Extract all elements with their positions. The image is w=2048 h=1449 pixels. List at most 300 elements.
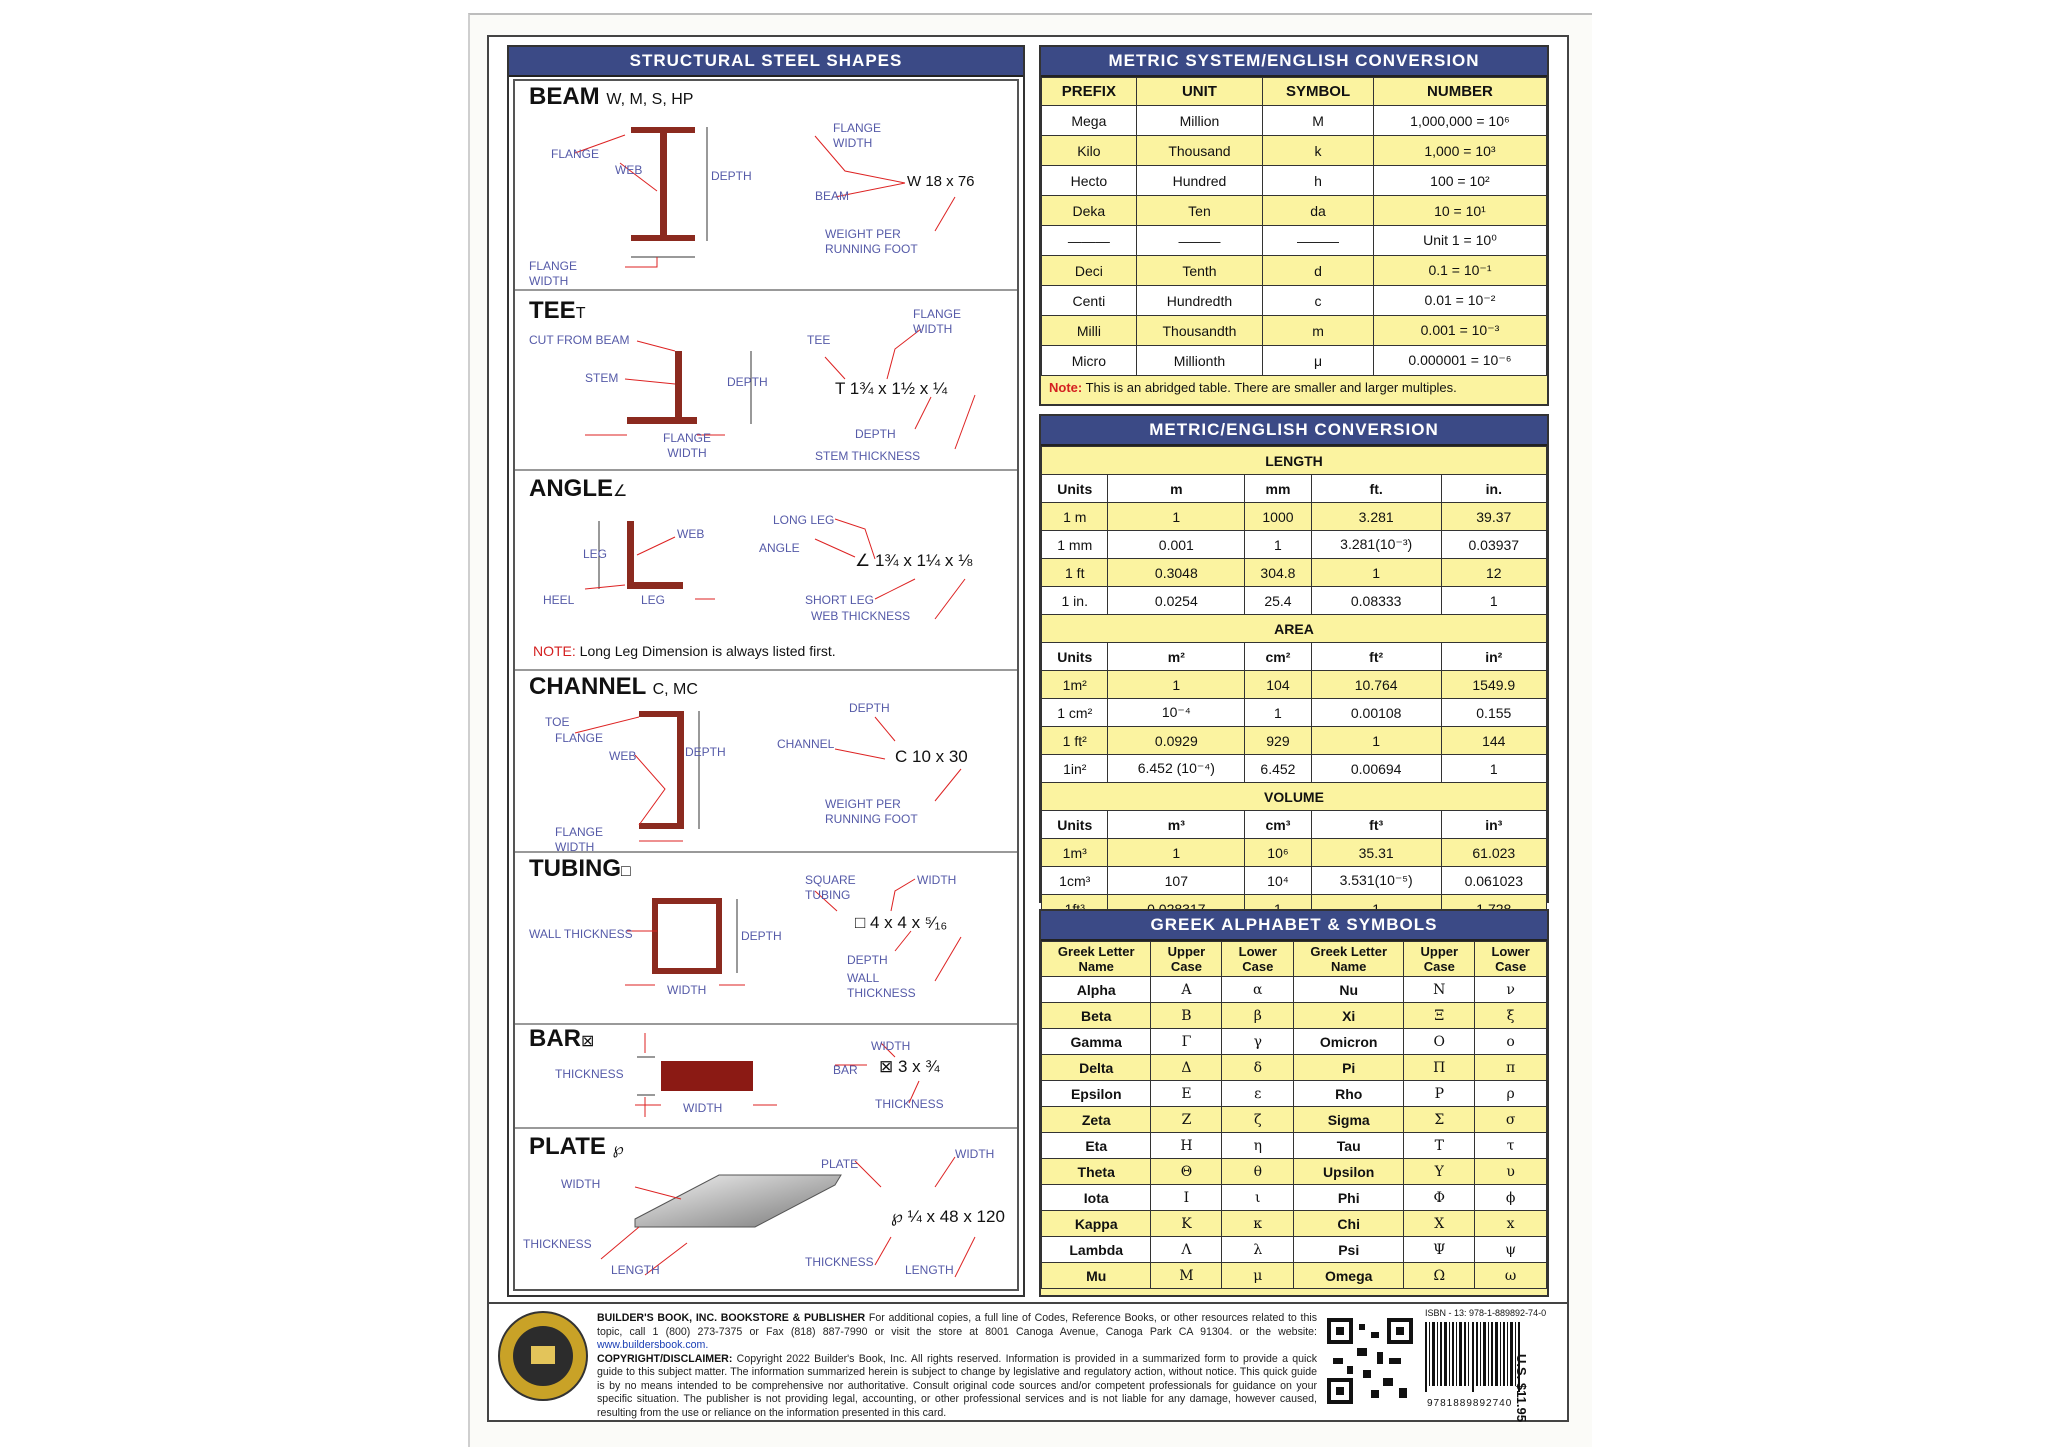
greek-cell: Υ [1404, 1159, 1475, 1185]
metric-cell: 1,000,000 = 10⁶ [1373, 106, 1546, 136]
metric-cell: M [1263, 106, 1374, 136]
bar-label-width: WIDTH [683, 1101, 723, 1115]
metric-row [1042, 256, 1547, 286]
greek-cell: Psi [1294, 1237, 1404, 1263]
area-cell: 6.452 [1245, 755, 1312, 783]
volume-cell: 1cm³ [1042, 867, 1108, 895]
metric-cell: Unit 1 = 10⁰ [1373, 226, 1546, 256]
greek-cell: Epsilon [1042, 1081, 1151, 1107]
greek-cell: η [1222, 1133, 1294, 1159]
greek-cell: θ [1222, 1159, 1294, 1185]
beam-label-depth: DEPTH [711, 169, 752, 183]
greek-row [1042, 1133, 1547, 1159]
greek-row [1042, 1107, 1547, 1133]
angle-note: NOTE: Long Leg Dimension is always listed first. [533, 643, 836, 659]
length-cell: 1 [1108, 503, 1245, 531]
length-section-label: LENGTH [1042, 447, 1547, 475]
metric-prefix-table: PREFIX UNIT SYMBOL NUMBER Mega Million M 1,000,000 = 10⁶ Kilo Thousand k 1,000 = 10³ Hecto Hundred h 100 = 10² Deka Ten da 10 = 10¹ ——— ——— ——— Unit 1 = 10⁰ Deci Tenth d 0.1 = 10⁻¹ Centi Hundredth c 0.01 = 10⁻² Milli Thousandth m 0.001 = 10⁻³ Micro Millionth μ 0.000001 = 10⁻⁶ [1041, 77, 1547, 376]
metric-cell: Kilo [1042, 136, 1137, 166]
greek-cell: Θ [1151, 1159, 1222, 1185]
greek-cell: λ [1222, 1237, 1294, 1263]
greek-cell: Ω [1404, 1263, 1475, 1289]
tubing-label-depth: DEPTH [741, 929, 782, 943]
greek-cell: Ρ [1404, 1081, 1475, 1107]
metric-row [1042, 166, 1547, 196]
greek-cell: Sigma [1294, 1107, 1404, 1133]
volume-cell: 10⁶ [1245, 839, 1312, 867]
greek-cell: ε [1222, 1081, 1294, 1107]
greek-header: Upper Case [1151, 942, 1222, 977]
greek-cell: ο [1475, 1029, 1547, 1055]
greek-cell: ϕ [1475, 1185, 1547, 1211]
metric-cell: 100 = 10² [1373, 166, 1546, 196]
area-cell: 0.155 [1441, 699, 1546, 727]
area-cell: 1 [1108, 671, 1245, 699]
greek-table [1041, 941, 1547, 1289]
metric-cell: ——— [1136, 226, 1262, 256]
area-cell: 929 [1245, 727, 1312, 755]
greek-row [1042, 1237, 1547, 1263]
metric-system-panel [1039, 45, 1549, 406]
greek-cell: Tau [1294, 1133, 1404, 1159]
greek-cell: Ο [1404, 1029, 1475, 1055]
bar-spec-width: WIDTH [871, 1039, 911, 1053]
bar-section [515, 1023, 1017, 1129]
greek-cell: υ [1475, 1159, 1547, 1185]
metric-cell: Thousand [1136, 136, 1262, 166]
area-cell: 1 [1245, 699, 1312, 727]
plate-spec: ℘ ¼ x 48 x 120 [891, 1207, 1005, 1226]
length-row [1042, 587, 1547, 615]
metric-system-title: METRIC SYSTEM/ENGLISH CONVERSION [1041, 47, 1547, 77]
volume-section-label: VOLUME [1042, 783, 1547, 811]
greek-header: Lower Case [1222, 942, 1294, 977]
tee-title: TEET [529, 297, 586, 324]
conversion-panel [1039, 414, 1549, 903]
metric-cell: Hundredth [1136, 286, 1262, 316]
metric-row [1042, 316, 1547, 346]
area-section-label: AREA [1042, 615, 1547, 643]
greek-cell: Ζ [1151, 1107, 1222, 1133]
angle-spec-angle: ANGLE [759, 541, 800, 555]
footer-text: BUILDER'S BOOK, INC. BOOKSTORE & PUBLISHER For additional copies, a full line of Codes, Reference Books, or other resources related to this topic, call 1 (800) 273-7375 or Fax (818) 887-7990 or visit the store at 8001 Canoga Avenue, Canoga Park CA 91304. or the website: www.buildersbook.com. COPYRIGHT/DISCLAIMER: Copyright 2022 Builder's Book, Inc. All rights reserved. Information is provided in a summarized form to provide a quick guide to this subject matter. The information summarized herein is subject to change by legislative and regulatory action, without notice. This quick guide is by no means intended to be comprehensive nor authoritative. Consult original code sources and/or competent professionals for guidance on your specific situation. The publisher is not providing legal, accounting, or other professional services and is not liable for any damage, however caused, resulting from the use or reliance on the information presented in this card. [597, 1312, 1317, 1419]
channel-spec-depth: DEPTH [849, 701, 890, 715]
greek-cell: Ν [1404, 977, 1475, 1003]
greek-cell: Phi [1294, 1185, 1404, 1211]
length-cell: 25.4 [1245, 587, 1312, 615]
length-cell: 0.3048 [1108, 559, 1245, 587]
area-cell: 1 [1441, 755, 1546, 783]
angle-title: ANGLE∠ [529, 475, 628, 502]
greek-row [1042, 1029, 1547, 1055]
greek-cell: τ [1475, 1133, 1547, 1159]
metric-cell: 10 = 10¹ [1373, 196, 1546, 226]
greek-cell: Φ [1404, 1185, 1475, 1211]
channel-label-flange-width: FLANGE WIDTH [555, 825, 604, 854]
metric-row [1042, 346, 1547, 376]
length-cell: 1 [1245, 531, 1312, 559]
length-cell: 3.281 [1311, 503, 1441, 531]
barcode-number: 9781889892740 [1427, 1398, 1513, 1409]
conversion-title: METRIC/ENGLISH CONVERSION [1041, 416, 1547, 446]
tubing-title: TUBING□ [529, 855, 631, 882]
angle-section [515, 469, 1017, 671]
metric-row [1042, 136, 1547, 166]
tee-spec-depth: DEPTH [855, 427, 896, 441]
area-cell: 1 ft² [1042, 727, 1108, 755]
area-cell: 6.452 (10⁻⁴) [1108, 755, 1245, 783]
length-cell: 0.08333 [1311, 587, 1441, 615]
metric-cell: Deci [1042, 256, 1137, 286]
isbn: ISBN - 13: 978-1-889892-74-0 [1425, 1308, 1547, 1318]
area-header: in² [1441, 643, 1546, 671]
metric-row [1042, 196, 1547, 226]
channel-section [515, 669, 1017, 853]
qr-code-icon [1327, 1318, 1413, 1404]
plate-title: PLATE ℘ [529, 1133, 624, 1160]
greek-title: GREEK ALPHABET & SYMBOLS [1041, 911, 1547, 941]
metric-cell: c [1263, 286, 1374, 316]
greek-cell: Η [1151, 1133, 1222, 1159]
area-header: ft² [1311, 643, 1441, 671]
greek-cell: Δ [1151, 1055, 1222, 1081]
greek-row [1042, 1003, 1547, 1029]
beam-title: BEAM W, M, S, HP [529, 83, 694, 110]
angle-label-leg-2: LEG [641, 593, 666, 607]
metric-cell: Millionth [1136, 346, 1262, 376]
greek-cell: Eta [1042, 1133, 1151, 1159]
greek-cell: κ [1222, 1211, 1294, 1237]
volume-header: cm³ [1245, 811, 1312, 839]
conversion-table [1041, 446, 1547, 923]
greek-cell: ζ [1222, 1107, 1294, 1133]
greek-row [1042, 1055, 1547, 1081]
area-cell: 0.00694 [1311, 755, 1441, 783]
metric-cell: k [1263, 136, 1374, 166]
length-header: ft. [1311, 475, 1441, 503]
greek-cell: γ [1222, 1029, 1294, 1055]
length-cell: 1000 [1245, 503, 1312, 531]
area-header: cm² [1245, 643, 1312, 671]
steel-shapes-title: STRUCTURAL STEEL SHAPES [509, 47, 1023, 77]
volume-cell: 107 [1108, 867, 1245, 895]
area-cell: 10⁻⁴ [1108, 699, 1245, 727]
greek-cell: ψ [1475, 1237, 1547, 1263]
greek-cell: Ε [1151, 1081, 1222, 1107]
plate-spec-width: WIDTH [955, 1147, 995, 1161]
greek-cell: π [1475, 1055, 1547, 1081]
greek-row [1042, 1159, 1547, 1185]
angle-spec-web-thickness: WEB THICKNESS [811, 609, 911, 623]
area-cell: 1 cm² [1042, 699, 1108, 727]
length-cell: 1 mm [1042, 531, 1108, 559]
area-row [1042, 727, 1547, 755]
length-cell: 1 m [1042, 503, 1108, 531]
plate-spec-thickness: THICKNESS [805, 1255, 874, 1269]
area-cell: 1 [1311, 727, 1441, 755]
area-cell: 104 [1245, 671, 1312, 699]
tubing-spec: □ 4 x 4 x ⁵⁄₁₆ [855, 913, 948, 932]
metric-row [1042, 106, 1547, 136]
tubing-label-wall: WALL THICKNESS [529, 927, 633, 941]
tubing-spec-depth: DEPTH [847, 953, 888, 967]
volume-row [1042, 867, 1547, 895]
area-cell: 0.00108 [1311, 699, 1441, 727]
greek-cell: Ι [1151, 1185, 1222, 1211]
greek-cell: Ξ [1404, 1003, 1475, 1029]
greek-cell: ξ [1475, 1003, 1547, 1029]
price: U.S. $11.95 [1514, 1354, 1529, 1422]
bar-spec-bar: BAR [833, 1063, 858, 1077]
angle-spec: ∠ 1¾ x 1¼ x ⅛ [855, 551, 973, 570]
length-cell: 304.8 [1245, 559, 1312, 587]
area-cell: 10.764 [1311, 671, 1441, 699]
area-cell: 1in² [1042, 755, 1108, 783]
greek-cell: Χ [1404, 1211, 1475, 1237]
tubing-label-width: WIDTH [667, 983, 707, 997]
greek-row [1042, 1081, 1547, 1107]
channel-label-toe: TOE [545, 715, 570, 729]
metric-cell: Centi [1042, 286, 1137, 316]
volume-header: Units [1042, 811, 1108, 839]
greek-cell: Omega [1294, 1263, 1404, 1289]
length-cell: 0.0254 [1108, 587, 1245, 615]
metric-note: Note: This is an abridged table. There are smaller and larger multiples. [1049, 380, 1457, 395]
greek-cell: Κ [1151, 1211, 1222, 1237]
area-cell: 0.0929 [1108, 727, 1245, 755]
greek-cell: δ [1222, 1055, 1294, 1081]
bar-title: BAR⊠ [529, 1025, 595, 1052]
angle-label-heel: HEEL [543, 593, 575, 607]
tubing-spec-width: WIDTH [917, 873, 957, 887]
metric-cell: ——— [1263, 226, 1374, 256]
angle-label-web: WEB [677, 527, 705, 541]
channel-spec-weight: WEIGHT PER RUNNING FOOT [825, 797, 918, 826]
metric-cell: Micro [1042, 346, 1137, 376]
greek-cell: ρ [1475, 1081, 1547, 1107]
volume-row [1042, 839, 1547, 867]
beam-spec-flange-width: FLANGE WIDTH [833, 121, 882, 150]
greek-cell: Theta [1042, 1159, 1151, 1185]
greek-cell: Alpha [1042, 977, 1151, 1003]
metric-row [1042, 286, 1547, 316]
length-row [1042, 559, 1547, 587]
angle-spec-short-leg: SHORT LEG [805, 593, 874, 607]
greek-cell: Pi [1294, 1055, 1404, 1081]
area-row [1042, 755, 1547, 783]
channel-spec: C 10 x 30 [895, 747, 968, 766]
greek-cell: Chi [1294, 1211, 1404, 1237]
tee-spec-stem-thickness: STEM THICKNESS [815, 449, 921, 463]
area-row [1042, 671, 1547, 699]
tee-label-flange-width: FLANGE WIDTH [662, 431, 711, 460]
greek-cell: ω [1475, 1263, 1547, 1289]
tubing-spec-wall: WALL THICKNESS [847, 971, 916, 1000]
greek-cell: Delta [1042, 1055, 1151, 1081]
length-cell: 39.37 [1441, 503, 1546, 531]
beam-label-flange: FLANGE [551, 147, 600, 161]
metric-cell: Thousandth [1136, 316, 1262, 346]
greek-cell: Σ [1404, 1107, 1475, 1133]
metric-cell: Tenth [1136, 256, 1262, 286]
greek-panel [1039, 909, 1549, 1297]
metric-cell: da [1263, 196, 1374, 226]
length-header: m [1108, 475, 1245, 503]
tubing-spec-square: SQUARE TUBING [805, 873, 856, 902]
bar-label-thickness: THICKNESS [555, 1067, 624, 1081]
metric-cell: 0.01 = 10⁻² [1373, 286, 1546, 316]
greek-header: Greek Letter Name [1042, 942, 1151, 977]
volume-cell: 1m³ [1042, 839, 1108, 867]
greek-cell: Λ [1151, 1237, 1222, 1263]
metric-cell: Million [1136, 106, 1262, 136]
volume-cell: 0.061023 [1441, 867, 1546, 895]
greek-cell: Gamma [1042, 1029, 1151, 1055]
area-row [1042, 699, 1547, 727]
volume-header: m³ [1108, 811, 1245, 839]
length-header: mm [1245, 475, 1312, 503]
beam-section [515, 81, 1017, 291]
metric-cell: Deka [1042, 196, 1137, 226]
length-cell: 0.03937 [1441, 531, 1546, 559]
volume-cell: 1 [1108, 839, 1245, 867]
beam-label-web: WEB [615, 163, 643, 177]
metric-cell: 0.000001 = 10⁻⁶ [1373, 346, 1546, 376]
volume-header: ft³ [1311, 811, 1441, 839]
greek-cell: Lambda [1042, 1237, 1151, 1263]
length-header: Units [1042, 475, 1108, 503]
channel-label-web: WEB [609, 749, 637, 763]
volume-cell: 61.023 [1441, 839, 1546, 867]
plate-spec-plate: PLATE [821, 1157, 859, 1171]
volume-cell: 3.531(10⁻⁵) [1311, 867, 1441, 895]
greek-header: Lower Case [1475, 942, 1547, 977]
metric-cell: Hecto [1042, 166, 1137, 196]
greek-cell: Iota [1042, 1185, 1151, 1211]
angle-label-leg: LEG [583, 547, 608, 561]
tee-label-stem: STEM [585, 371, 619, 385]
tee-section [515, 289, 1017, 471]
greek-cell: Ψ [1404, 1237, 1475, 1263]
greek-row [1042, 1185, 1547, 1211]
greek-cell: ν [1475, 977, 1547, 1003]
metric-row [1042, 226, 1547, 256]
tee-label-depth: DEPTH [727, 375, 768, 389]
length-row [1042, 503, 1547, 531]
steel-shapes-panel [507, 45, 1025, 1297]
metric-cell: d [1263, 256, 1374, 286]
area-cell: 144 [1441, 727, 1546, 755]
length-cell: 1 in. [1042, 587, 1108, 615]
metric-cell: Hundred [1136, 166, 1262, 196]
greek-cell: Nu [1294, 977, 1404, 1003]
metric-cell: 0.1 = 10⁻¹ [1373, 256, 1546, 286]
area-cell: 1m² [1042, 671, 1108, 699]
bar-spec-thickness: THICKNESS [875, 1097, 944, 1111]
channel-label-flange: FLANGE [555, 731, 604, 745]
greek-row [1042, 977, 1547, 1003]
length-header: in. [1441, 475, 1546, 503]
greek-cell: Γ [1151, 1029, 1222, 1055]
greek-cell: σ [1475, 1107, 1547, 1133]
tubing-section [515, 851, 1017, 1025]
greek-row [1042, 1263, 1547, 1289]
bar-spec: ⊠ 3 x ¾ [879, 1057, 940, 1076]
tee-spec-flange-width: FLANGE WIDTH [913, 307, 962, 336]
greek-cell: Mu [1042, 1263, 1151, 1289]
area-header: m² [1108, 643, 1245, 671]
beam-label-flange-width: FLANGE WIDTH [529, 259, 578, 288]
tee-label-cut: CUT FROM BEAM [529, 333, 630, 347]
metric-cell: Ten [1136, 196, 1262, 226]
footer [487, 1302, 1569, 1422]
greek-cell: Π [1404, 1055, 1475, 1081]
channel-title: CHANNEL C, MC [529, 673, 698, 700]
greek-header: Greek Letter Name [1294, 942, 1404, 977]
greek-cell: x [1475, 1211, 1547, 1237]
greek-cell: Beta [1042, 1003, 1151, 1029]
channel-spec-channel: CHANNEL [777, 737, 835, 751]
metric-cell: 1,000 = 10³ [1373, 136, 1546, 166]
greek-cell: Rho [1294, 1081, 1404, 1107]
greek-cell: α [1222, 977, 1294, 1003]
plate-spec-length: LENGTH [905, 1263, 954, 1277]
metric-cell: Mega [1042, 106, 1137, 136]
angle-spec-long-leg: LONG LEG [773, 513, 835, 527]
volume-cell: 35.31 [1311, 839, 1441, 867]
tee-spec-tee: TEE [807, 333, 831, 347]
greek-cell: Α [1151, 977, 1222, 1003]
plate-label-width: WIDTH [561, 1177, 601, 1191]
plate-section [515, 1127, 1017, 1287]
metric-cell: 0.001 = 10⁻³ [1373, 316, 1546, 346]
tee-spec: T 1¾ x 1½ x ¼ [835, 379, 948, 398]
metric-cell: h [1263, 166, 1374, 196]
plate-label-length: LENGTH [611, 1263, 660, 1277]
greek-cell: Μ [1151, 1263, 1222, 1289]
volume-header: in³ [1441, 811, 1546, 839]
length-cell: 12 [1441, 559, 1546, 587]
greek-header: Upper Case [1404, 942, 1475, 977]
metric-cell: m [1263, 316, 1374, 346]
greek-cell: Upsilon [1294, 1159, 1404, 1185]
length-cell: 3.281(10⁻³) [1311, 531, 1441, 559]
metric-cell: Milli [1042, 316, 1137, 346]
builders-book-logo [497, 1310, 589, 1402]
metric-cell: ——— [1042, 226, 1137, 256]
beam-spec: W 18 x 76 [907, 173, 975, 190]
metric-cell: μ [1263, 346, 1374, 376]
reference-card [487, 35, 1569, 1422]
length-cell: 1 ft [1042, 559, 1108, 587]
beam-spec-weight: WEIGHT PER RUNNING FOOT [825, 227, 918, 256]
area-cell: 1549.9 [1441, 671, 1546, 699]
greek-cell: ι [1222, 1185, 1294, 1211]
length-cell: 0.001 [1108, 531, 1245, 559]
greek-cell: Zeta [1042, 1107, 1151, 1133]
volume-cell: 10⁴ [1245, 867, 1312, 895]
length-cell: 1 [1441, 587, 1546, 615]
greek-cell: μ [1222, 1263, 1294, 1289]
greek-row [1042, 1211, 1547, 1237]
plate-label-thickness: THICKNESS [523, 1237, 592, 1251]
area-header: Units [1042, 643, 1108, 671]
barcode [1425, 1322, 1525, 1392]
greek-cell: Omicron [1294, 1029, 1404, 1055]
greek-cell: Xi [1294, 1003, 1404, 1029]
beam-spec-beam: BEAM [815, 189, 850, 203]
length-row [1042, 531, 1547, 559]
